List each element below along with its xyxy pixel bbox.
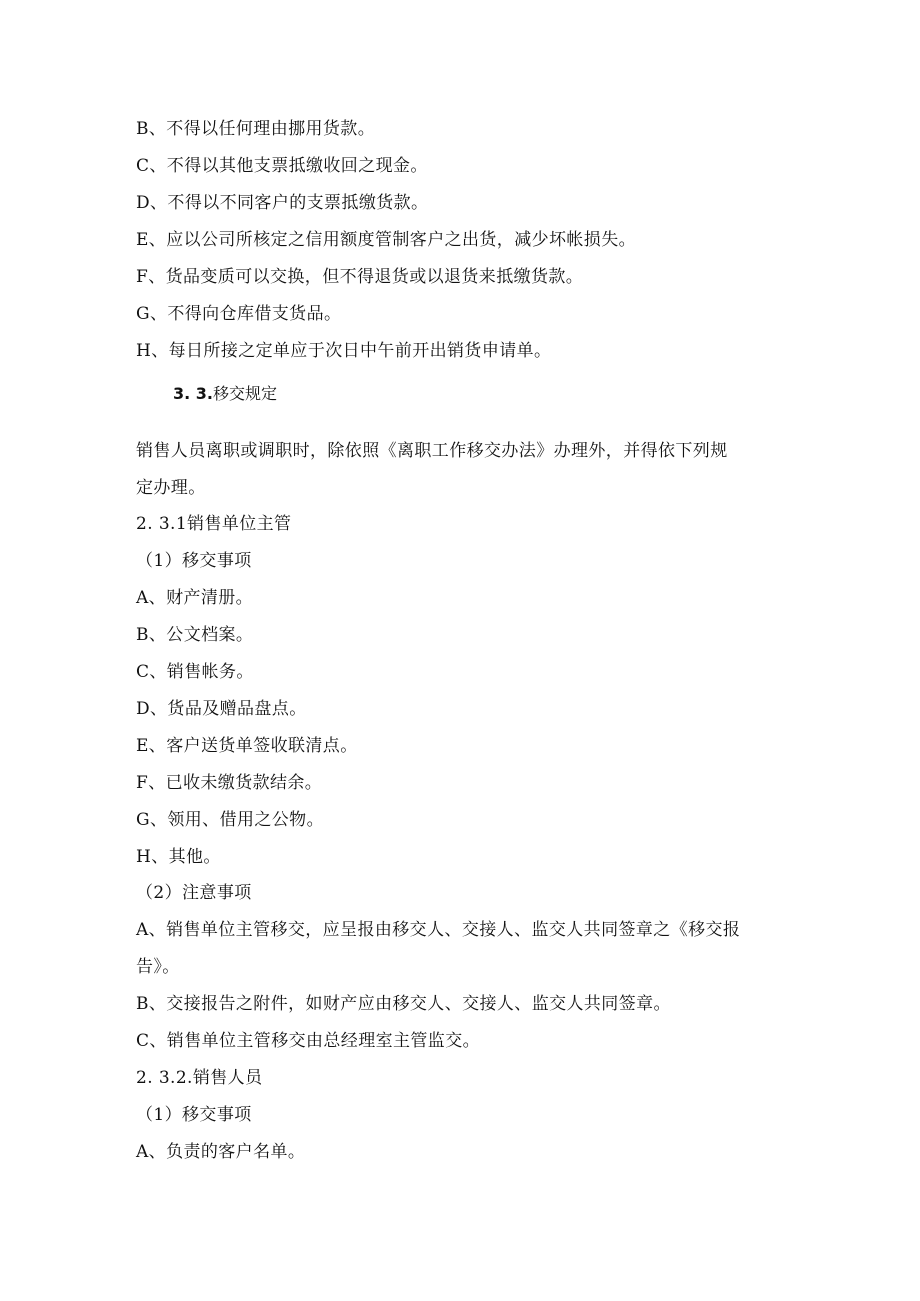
handover-item-h: H、其他。: [136, 847, 221, 867]
intro-paragraph-line-1: 销售人员离职或调职时，除依照《离职工作移交办法》办理外，并得依下列规: [136, 441, 728, 461]
handover-item-f: F、已收未缴货款结余。: [136, 773, 323, 793]
rule-item-e: E、应以公司所核定之信用额度管制客户之出货，减少坏帐损失。: [136, 230, 637, 250]
section-heading-title: 移交规定: [213, 384, 278, 403]
rule-item-d: D、不得以不同客户的支票抵缴货款。: [136, 193, 429, 213]
rule-item-g: G、不得向仓库借支货品。: [136, 304, 342, 324]
notes-title: （2）注意事项: [136, 883, 252, 903]
staff-handover-item-a: A、负责的客户名单。: [136, 1142, 306, 1162]
handover-item-c: C、销售帐务。: [136, 662, 254, 682]
note-item-c: C、销售单位主管移交由总经理室主管监交。: [136, 1031, 481, 1051]
handover-item-d: D、货品及赠品盘点。: [136, 699, 307, 719]
handover-item-b: B、公文档案。: [136, 625, 254, 645]
note-item-a-line-1: A、销售单位主管移交，应呈报由移交人、交接人、监交人共同签章之《移交报: [136, 920, 741, 940]
rule-item-b: B、不得以任何理由挪用货款。: [136, 119, 376, 139]
rule-item-f: F、货品变质可以交换，但不得退货或以退货来抵缴货款。: [136, 267, 584, 287]
rule-item-h: H、每日所接之定单应于次日中午前开出销货申请单。: [136, 341, 552, 361]
section-heading: [173, 383, 277, 405]
handover-items-title: （1）移交事项: [136, 551, 252, 571]
subsection-title-sales-manager: 2. 3.1销售单位主管: [136, 514, 292, 534]
staff-handover-items-title: （1）移交事项: [136, 1105, 252, 1125]
handover-item-a: A、财产清册。: [136, 588, 254, 608]
note-item-b: B、交接报告之附件，如财产应由移交人、交接人、监交人共同签章。: [136, 994, 671, 1014]
note-item-a-line-2: 告》。: [136, 957, 180, 977]
intro-paragraph-line-2: 定办理。: [136, 478, 206, 498]
section-heading-number: 3. 3.: [173, 384, 213, 403]
rule-item-c: C、不得以其他支票抵缴收回之现金。: [136, 156, 428, 176]
subsection-title-sales-staff: 2. 3.2.销售人员: [136, 1068, 263, 1088]
handover-item-g: G、领用、借用之公物。: [136, 810, 324, 830]
handover-item-e: E、客户送货单签收联清点。: [136, 736, 358, 756]
